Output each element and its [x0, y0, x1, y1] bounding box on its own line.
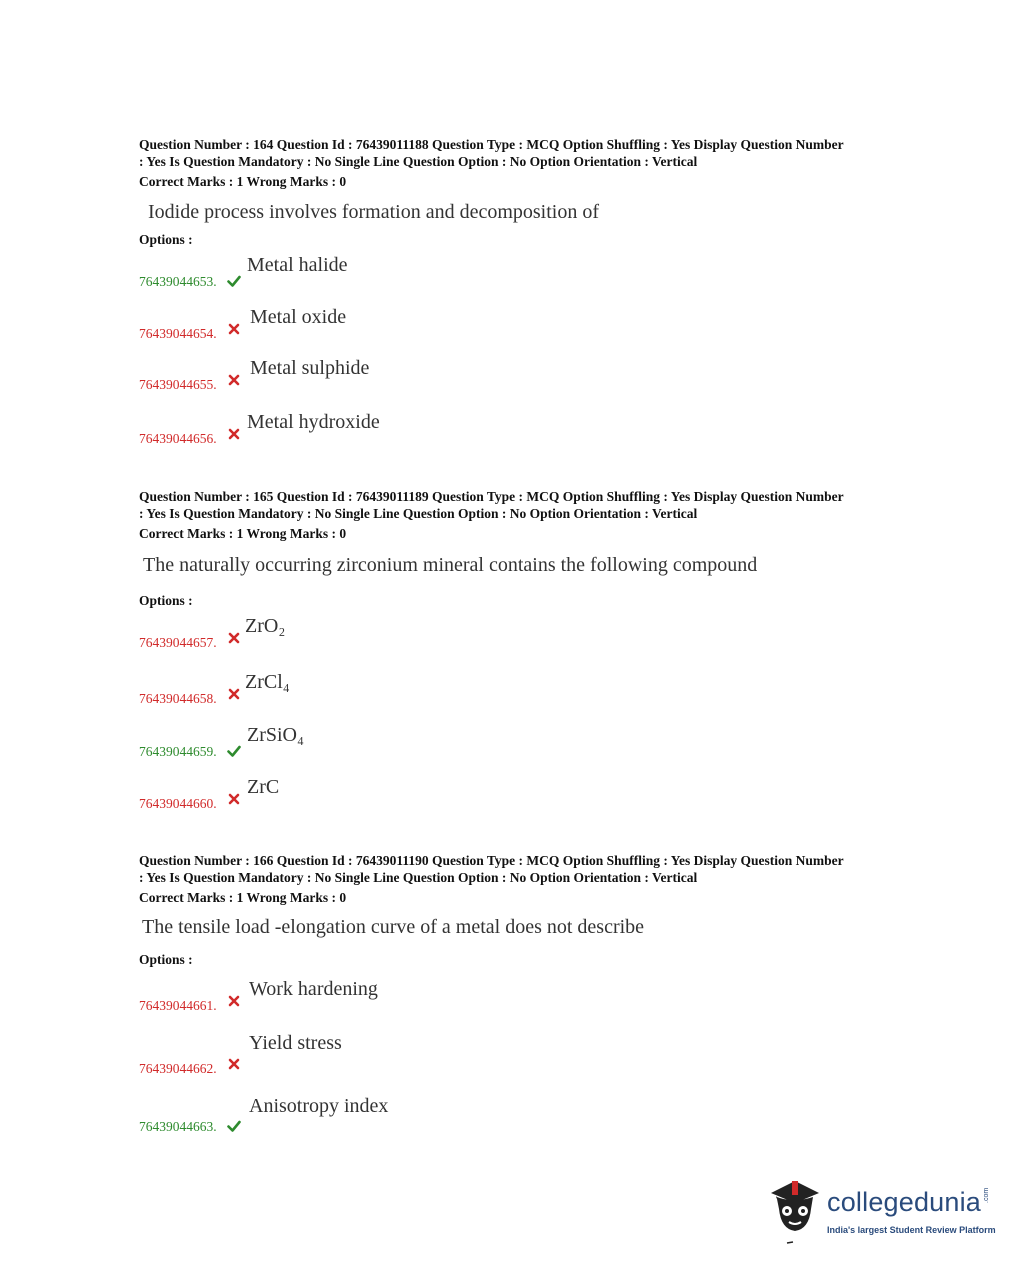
check-icon	[227, 1119, 241, 1133]
question-meta	[139, 136, 909, 190]
check-icon	[227, 744, 241, 758]
option-row	[139, 254, 739, 290]
student-mascot-icon	[765, 1175, 825, 1250]
option-id: 76439044663.	[139, 1119, 217, 1134]
cross-icon	[227, 373, 241, 387]
cross-icon	[227, 994, 241, 1008]
cross-icon	[227, 322, 241, 336]
option-text: Work hardening	[249, 978, 378, 1000]
collegedunia-logo	[765, 1175, 995, 1250]
meta-line: Question Number : 164 Question Id : 76439011188 Question Type : MCQ Option Shuffling : Yes Display Question Number	[139, 137, 844, 152]
option-text: Anisotropy index	[249, 1095, 389, 1117]
options-label: Options :	[139, 593, 193, 608]
logo-brand-text: collegedunia	[827, 1187, 982, 1217]
option-text: ZrC	[247, 776, 280, 798]
question-meta	[139, 852, 909, 906]
option-id: 76439044656.	[139, 431, 217, 446]
option-text: Metal hydroxide	[247, 411, 380, 433]
option-id: 76439044660.	[139, 796, 217, 811]
meta-line: Correct Marks : 1 Wrong Marks : 0	[139, 174, 347, 189]
option-text: ZrSiO₄	[247, 724, 304, 746]
option-row	[139, 671, 739, 707]
meta-line: : Yes Is Question Mandatory : No Single Line Question Option : No Option Orientation : Vertical	[139, 154, 698, 169]
option-row	[139, 724, 739, 760]
meta-line: : Yes Is Question Mandatory : No Single Line Question Option : No Option Orientation : Vertical	[139, 506, 698, 521]
option-text: ZrO₂	[245, 615, 286, 637]
option-row	[139, 1095, 739, 1135]
question-block-164	[139, 136, 909, 446]
check-icon	[227, 274, 241, 288]
cross-icon	[227, 687, 241, 701]
meta-line: Correct Marks : 1 Wrong Marks : 0	[139, 890, 347, 905]
option-row	[139, 357, 739, 393]
question-text: The naturally occurring zirconium mineral contains the following compound	[143, 554, 758, 576]
meta-line: Correct Marks : 1 Wrong Marks : 0	[139, 526, 347, 541]
option-id: 76439044653.	[139, 274, 217, 289]
option-id: 76439044654.	[139, 326, 217, 341]
option-id: 76439044658.	[139, 691, 217, 706]
options-label: Options :	[139, 232, 193, 247]
cross-icon	[227, 1057, 241, 1071]
meta-line: Question Number : 166 Question Id : 76439011190 Question Type : MCQ Option Shuffling : Yes Display Question Number	[139, 853, 844, 868]
logo-tagline: India's largest Student Review Platform	[827, 1225, 996, 1235]
option-id: 76439044655.	[139, 377, 217, 392]
option-id: 76439044657.	[139, 635, 217, 650]
option-row	[139, 615, 739, 651]
cross-icon	[227, 631, 241, 645]
question-text: The tensile load -elongation curve of a metal does not describe	[142, 916, 645, 938]
option-text: Metal oxide	[250, 306, 347, 328]
options-label: Options :	[139, 952, 193, 967]
question-text: Iodide process involves formation and decomposition of	[148, 201, 600, 223]
option-row	[139, 411, 739, 447]
question-block-165	[139, 488, 909, 811]
option-text: ZrCl₄	[245, 671, 290, 693]
logo-domain-suffix: .com	[983, 1187, 990, 1203]
option-row	[139, 978, 739, 1014]
meta-line: : Yes Is Question Mandatory : No Single Line Question Option : No Option Orientation : Vertical	[139, 870, 698, 885]
cross-icon	[227, 427, 241, 441]
option-row	[139, 776, 739, 812]
question-meta	[139, 488, 909, 542]
option-id: 76439044659.	[139, 744, 217, 759]
option-id: 76439044662.	[139, 1061, 217, 1076]
option-text: Metal halide	[247, 254, 348, 276]
option-row	[139, 1032, 739, 1077]
option-id: 76439044661.	[139, 998, 217, 1013]
option-text: Metal sulphide	[250, 357, 370, 379]
option-row	[139, 306, 739, 342]
cross-icon	[227, 792, 241, 806]
option-text: Yield stress	[249, 1032, 342, 1054]
meta-line: Question Number : 165 Question Id : 76439011189 Question Type : MCQ Option Shuffling : Yes Display Question Number	[139, 489, 844, 504]
question-block-166	[139, 852, 909, 1134]
